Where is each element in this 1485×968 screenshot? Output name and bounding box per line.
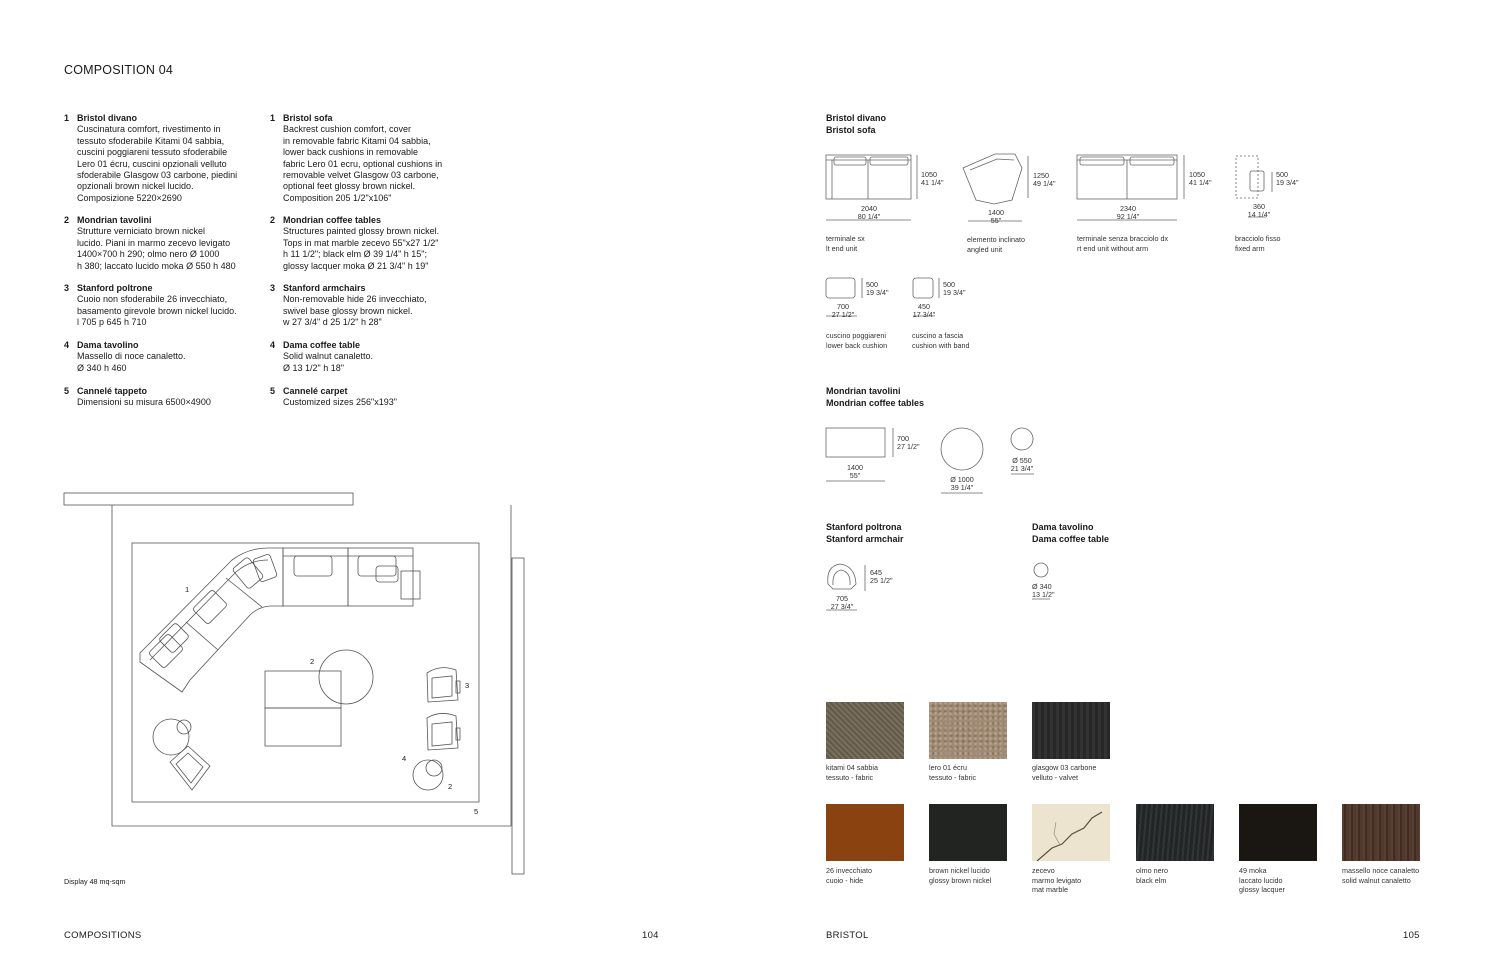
dimension-label: Ø 340 13 1/2" [1032,582,1055,599]
list-item: 4 Dama tavolino Massello di noce canaletto. Ø 340 h 460 [64,340,186,373]
swatch-caption: olmo nero black elm [1136,866,1168,885]
dimension-label: 1050 41 1/4" [921,170,944,187]
display-note: Display 48 mq-sqm [64,877,126,886]
plan-label: 2 [448,782,453,791]
swatch-noce-canaletto [1342,804,1420,861]
swatch-caption: lero 01 écru tessuto - fabric [929,763,977,782]
swatch-moka [1239,804,1317,861]
swatch-caption: glasgow 03 carbone velluto - valvet [1032,763,1097,782]
marble-vein-icon [1032,804,1110,861]
swatch-caption: 26 invecchiato cuoio - hide [826,866,872,885]
swatch-olmo-nero [1136,804,1214,861]
dimension-label: 500 19 3/4" [1276,170,1299,187]
list-item: 3 Stanford armchairs Non-removable hide 26 invecchiato, swivel base glossy brown nickel. w 27 3/4" d 25 1/2" h 28" [270,283,427,328]
dimension-label: 1250 49 1/4" [1033,171,1056,188]
dimension-label: 645 25 1/2" [870,568,893,585]
list-item: 3 Stanford poltrone Cuoio non sfoderabile 26 invecchiato, basamento girevole brown nickel lucido. l 705 p 645 h 710 [64,283,237,328]
list-item: 1 Bristol divano Cuscinatura comfort, rivestimento in tessuto sfoderabile Kitami 04 sabbia, cuscini poggiareni tessuto sfoderabile Lero 01 écru, cuscini opzionali velluto sfoderabile Glasgow 03 carbone, piedini opzionali brown nickel lucido. Composizione 5220×2690 [64,113,238,203]
dimension-label: 2340 92 1/4" [1116,204,1140,221]
unit-caption: terminale sx lt end unit [826,234,865,253]
unit-caption: terminale senza bracciolo dx rt end unit without arm [1077,234,1169,253]
swatch-caption: zecevo marmo levigato mat marble [1032,866,1082,894]
swatch-glasgow [1032,702,1110,759]
dimension-label: 700 27 1/2" [831,302,855,319]
unit-caption: elemento inclinato angled unit [967,235,1025,254]
unit-caption: cuscino poggiareni lower back cushion [826,331,888,350]
section-header-bristol: Bristol divano Bristol sofa [826,113,887,135]
dimension-label: 2040 80 1/4" [857,204,881,221]
plan-label: 5 [474,807,479,816]
page-number: 105 [1403,930,1420,941]
plan-label: 3 [465,681,470,690]
swatch-brown-nickel [929,804,1007,861]
list-item: 4 Dama coffee table Solid walnut canaletto. Ø 13 1/2" h 18" [270,340,374,373]
dimension-label: 450 17 3/4" [912,302,936,319]
swatch-zecevo [1032,804,1110,861]
plan-label: 4 [402,754,407,763]
unit-caption: cuscino a fascia cushion with band [912,331,970,350]
dimension-label: 705 27 3/4" [830,594,854,611]
plan-label: 2 [310,657,315,666]
swatch-caption: massello noce canaletto solid walnut canaletto [1342,866,1420,885]
page-title: COMPOSITION 04 [64,63,174,77]
section-header-dama: Dama tavolino Dama coffee table [1032,522,1110,544]
list-item: 1 Bristol sofa Backrest cushion comfort, cover in removable fabric Kitami 04 sabbia, lower back cushions in removable fabric Lero 01 ecru, optional cushions in removable velvet Glasgow 03 carbone, optional feet glossy brown nickel. Composition 205 1/2"x106" [270,113,443,203]
list-item: 5 Cannelé carpet Customized sizes 256"x193" [270,386,397,408]
section-header-stanford: Stanford poltrona Stanford armchair [826,522,904,544]
dimension-label: 360 14 1/4" [1247,202,1271,219]
dimension-label: 1400 55" [847,463,863,480]
footer-section-title: COMPOSITIONS [64,930,142,941]
swatch-kitami [826,702,904,759]
swatch-caption: 49 moka laccato lucido glossy lacquer [1239,866,1285,894]
swatch-invecchiato [826,804,904,861]
plan-label: 1 [185,585,190,594]
dimension-label: 500 19 3/4" [866,280,889,297]
unit-caption: bracciolo fisso fixed arm [1235,234,1281,253]
list-item: 5 Cannelé tappeto Dimensioni su misura 6500×4900 [64,386,211,408]
dimension-label: Ø 1000 39 1/4" [950,475,974,492]
swatch-lero [929,702,1007,759]
dimension-label: Ø 550 21 3/4" [1010,456,1034,473]
footer-section-title: BRISTOL [826,930,869,941]
dimension-label: 1400 55" [988,208,1004,225]
dimension-label: 500 19 3/4" [943,280,966,297]
page-number: 104 [642,930,659,941]
section-header-mondrian: Mondrian tavolini Mondrian coffee tables [826,386,925,408]
swatch-caption: brown nickel lucido glossy brown nickel [929,866,992,885]
list-item: 2 Mondrian coffee tables Structures painted glossy brown nickel. Tops in mat marble zecevo 55"x27 1/2" h 11 1/2"; black elm Ø 39 1/4" h 15"; glossy lacquer moka Ø 21 3/4" h 19" [270,215,440,271]
dimension-label: 1050 41 1/4" [1189,170,1212,187]
dimension-label: 700 27 1/2" [897,434,920,451]
swatch-caption: kitami 04 sabbia tessuto - fabric [826,763,878,782]
list-item: 2 Mondrian tavolini Strutture verniciato brown nickel lucido. Piani in marmo zecevo levigato 1400×700 h 290; olmo nero Ø 1000 h 380; laccato lucido moka Ø 550 h 480 [64,215,236,271]
